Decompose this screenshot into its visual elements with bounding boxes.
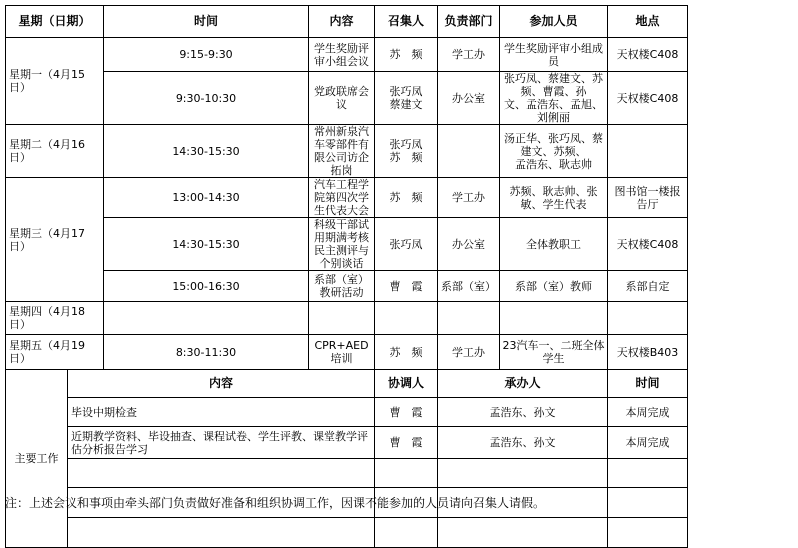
schedule-header-row — [6, 6, 688, 38]
convener-cell: 曹 霞 — [375, 271, 438, 302]
work-time-cell — [608, 518, 688, 548]
content-cell: 党政联席会议 — [309, 72, 375, 125]
location-cell: 系部自定 — [608, 271, 688, 302]
header-location: 地点 — [608, 6, 688, 38]
main-work-label: 主要工作 — [6, 370, 68, 548]
table-row — [6, 178, 688, 218]
content-cell: CPR+AED培训 — [309, 335, 375, 370]
participants-cell — [500, 302, 608, 335]
day-label-friday: 星期五（4月19日） — [6, 335, 104, 370]
work-header-coordinator: 协调人 — [375, 370, 438, 398]
coordinator-cell — [375, 459, 438, 488]
department-cell: 办公室 — [438, 72, 500, 125]
content-cell: 学生奖励评审小组会议 — [309, 38, 375, 72]
work-header-content: 内容 — [68, 370, 375, 398]
convener-cell: 张巧凤 蔡建文 — [375, 72, 438, 125]
coordinator-cell: 曹 霞 — [375, 398, 438, 427]
handler-cell — [438, 459, 608, 488]
day-label-monday: 星期一（4月15日） — [6, 38, 104, 125]
location-cell: 天权楼B403 — [608, 335, 688, 370]
participants-cell: 23汽车一、二班全体学生 — [500, 335, 608, 370]
table-row — [6, 459, 688, 488]
content-cell: 科级干部试用期满考核民主测评与个别谈话 — [309, 218, 375, 271]
handler-cell — [438, 518, 608, 548]
header-weekday: 星期（日期） — [6, 6, 104, 38]
coordinator-cell — [375, 518, 438, 548]
table-row — [6, 72, 688, 125]
participants-cell: 系部（室）教师 — [500, 271, 608, 302]
handler-cell: 孟浩东、孙文 — [438, 398, 608, 427]
table-row — [6, 125, 688, 178]
work-content-cell: 近期教学资料、毕设抽查、课程试卷、学生评教、课堂教学评估分析报告学习 — [68, 427, 375, 459]
work-time-cell — [608, 488, 688, 518]
table-row — [6, 218, 688, 271]
work-time-cell: 本周完成 — [608, 398, 688, 427]
footer-note: 注：上述会议和事项由牵头部门负责做好准备和组织协调工作，因课不能参加的人员请向召集人请假。 — [5, 496, 546, 510]
time-cell — [104, 302, 309, 335]
time-cell: 9:15-9:30 — [104, 38, 309, 72]
convener-cell: 苏 频 — [375, 178, 438, 218]
location-cell: 天权楼C408 — [608, 218, 688, 271]
time-cell: 8:30-11:30 — [104, 335, 309, 370]
department-cell — [438, 302, 500, 335]
department-cell: 学工办 — [438, 178, 500, 218]
content-cell — [309, 302, 375, 335]
time-cell: 9:30-10:30 — [104, 72, 309, 125]
work-content-cell — [68, 459, 375, 488]
participants-cell: 学生奖励评审小组成员 — [500, 38, 608, 72]
convener-cell: 苏 频 — [375, 335, 438, 370]
time-cell: 14:30-15:30 — [104, 218, 309, 271]
time-cell: 14:30-15:30 — [104, 125, 309, 178]
handler-cell: 孟浩东、孙文 — [438, 427, 608, 459]
coordinator-cell: 曹 霞 — [375, 427, 438, 459]
time-cell: 15:00-16:30 — [104, 271, 309, 302]
header-content: 内容 — [309, 6, 375, 38]
participants-cell: 汤正华、张巧凤、蔡建文、苏频、 孟浩东、耿志帅 — [500, 125, 608, 178]
content-cell: 常州新泉汽车零部件有限公司访企拓岗 — [309, 125, 375, 178]
table-row — [6, 335, 688, 370]
convener-cell: 张巧凤 — [375, 218, 438, 271]
department-cell: 学工办 — [438, 38, 500, 72]
header-time: 时间 — [104, 6, 309, 38]
work-time-cell — [608, 459, 688, 488]
day-label-thursday: 星期四（4月18日） — [6, 302, 104, 335]
content-cell: 系部（室）教研活动 — [309, 271, 375, 302]
work-header-handler: 承办人 — [438, 370, 608, 398]
location-cell: 图书馆一楼报告厅 — [608, 178, 688, 218]
convener-cell: 张巧凤 苏 频 — [375, 125, 438, 178]
table-row — [6, 427, 688, 459]
convener-cell — [375, 302, 438, 335]
location-cell: 天权楼C408 — [608, 72, 688, 125]
weekly-schedule-table — [5, 5, 688, 548]
header-participants: 参加人员 — [500, 6, 608, 38]
table-row — [6, 518, 688, 548]
day-label-tuesday: 星期二（4月16日） — [6, 125, 104, 178]
department-cell: 办公室 — [438, 218, 500, 271]
header-convener: 召集人 — [375, 6, 438, 38]
participants-cell: 张巧凤、蔡建文、苏频、曹霞、孙 文、孟浩东、孟旭、刘俐丽 — [500, 72, 608, 125]
department-cell: 学工办 — [438, 335, 500, 370]
header-department: 负责部门 — [438, 6, 500, 38]
table-row — [6, 302, 688, 335]
work-content-cell — [68, 518, 375, 548]
location-cell: 天权楼C408 — [608, 38, 688, 72]
table-row — [6, 38, 688, 72]
participants-cell: 苏频、耿志帅、张敏、学生代表 — [500, 178, 608, 218]
day-label-wednesday: 星期三（4月17日） — [6, 178, 104, 302]
work-content-cell: 毕设中期检查 — [68, 398, 375, 427]
location-cell — [608, 125, 688, 178]
department-cell: 系部（室） — [438, 271, 500, 302]
location-cell — [608, 302, 688, 335]
table-row — [6, 398, 688, 427]
table-row — [6, 271, 688, 302]
time-cell: 13:00-14:30 — [104, 178, 309, 218]
convener-cell: 苏 频 — [375, 38, 438, 72]
work-header-time: 时间 — [608, 370, 688, 398]
work-time-cell: 本周完成 — [608, 427, 688, 459]
work-header-row — [6, 370, 688, 398]
participants-cell: 全体教职工 — [500, 218, 608, 271]
department-cell — [438, 125, 500, 178]
content-cell: 汽车工程学院第四次学生代表大会 — [309, 178, 375, 218]
